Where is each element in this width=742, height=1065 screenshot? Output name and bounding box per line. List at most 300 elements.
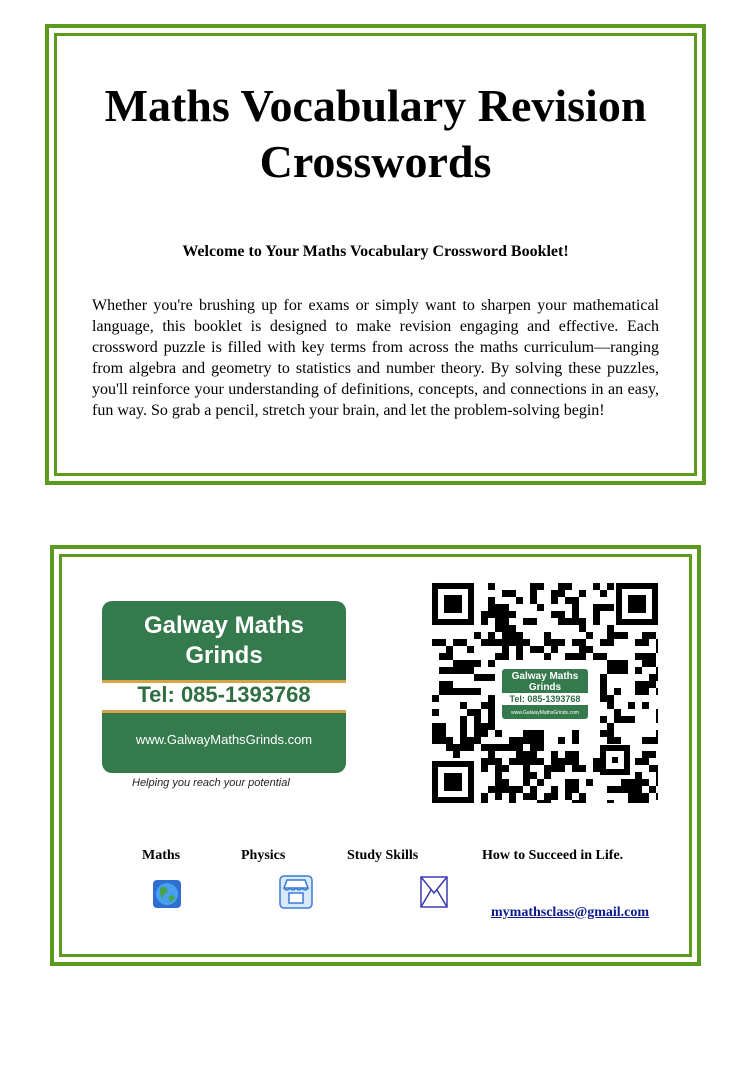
qr-module (516, 597, 523, 604)
qr-module (558, 611, 565, 618)
qr-module (642, 702, 649, 709)
qr-module (488, 786, 495, 793)
globe-icon[interactable] (152, 879, 182, 909)
qr-logo-name-2: Grinds (528, 682, 562, 693)
qr-module (516, 646, 523, 653)
qr-module (544, 800, 551, 803)
qr-module (621, 632, 628, 639)
qr-module (453, 660, 460, 667)
qr-logo-website: www.GalwayMathsGrinds.com (511, 710, 579, 716)
qr-logo-name-1: Galway Maths (511, 671, 579, 682)
qr-module (621, 660, 628, 667)
qr-module (509, 758, 516, 765)
qr-module (565, 751, 572, 758)
qr-module (628, 716, 635, 723)
qr-module (572, 604, 579, 611)
qr-module (551, 611, 558, 618)
qr-module (607, 800, 614, 803)
qr-module (467, 667, 474, 674)
qr-module (502, 786, 509, 793)
qr-module (467, 744, 474, 751)
qr-module (446, 653, 453, 660)
qr-module (572, 618, 579, 625)
qr-module (446, 667, 453, 674)
qr-module (453, 688, 460, 695)
qr-module (614, 667, 621, 674)
qr-module (439, 688, 446, 695)
qr-module (495, 758, 502, 765)
qr-module (488, 723, 495, 730)
qr-module (628, 779, 635, 786)
qr-module (432, 709, 439, 716)
qr-module (481, 723, 488, 730)
qr-module (509, 590, 516, 597)
qr-module (558, 737, 565, 744)
qr-module (495, 779, 502, 786)
qr-module (558, 765, 565, 772)
qr-module (509, 744, 516, 751)
qr-module (572, 611, 579, 618)
qr-module (495, 639, 502, 646)
qr-module (565, 618, 572, 625)
qr-module (642, 751, 649, 758)
qr-module (565, 786, 572, 793)
qr-module (502, 625, 509, 632)
qr-module (495, 786, 502, 793)
qr-module (439, 667, 446, 674)
qr-module (579, 625, 586, 632)
qr-module (488, 583, 495, 590)
envelope-icon[interactable] (419, 875, 449, 909)
qr-module (453, 744, 460, 751)
qr-module (558, 758, 565, 765)
qr-module (614, 709, 621, 716)
qr-module (607, 702, 614, 709)
qr-module (642, 639, 649, 646)
qr-module (656, 737, 658, 744)
qr-module (509, 639, 516, 646)
qr-module (432, 723, 439, 730)
qr-module (530, 751, 537, 758)
qr-module (495, 730, 502, 737)
qr-module (453, 639, 460, 646)
qr-module (446, 737, 453, 744)
qr-module (460, 667, 467, 674)
qr-module (537, 744, 544, 751)
qr-module (558, 639, 565, 646)
qr-module (656, 716, 658, 723)
qr-module (656, 793, 658, 800)
qr-module (432, 639, 439, 646)
qr-module (656, 646, 658, 653)
qr-module (523, 772, 530, 779)
qr-module (544, 639, 551, 646)
qr-module (502, 744, 509, 751)
qr-module (600, 681, 607, 688)
qr-module (551, 758, 558, 765)
qr-module (565, 653, 572, 660)
logo-phone: Tel: 085-1393768 (137, 682, 311, 707)
qr-module (495, 653, 502, 660)
qr-module (656, 772, 658, 779)
qr-module (439, 639, 446, 646)
qr-module (607, 660, 614, 667)
qr-module (530, 646, 537, 653)
qr-module (649, 632, 656, 639)
qr-module (453, 751, 460, 758)
qr-module (579, 765, 586, 772)
qr-module (572, 597, 579, 604)
qr-module (551, 765, 558, 772)
qr-module (600, 695, 607, 702)
qr-module (586, 632, 593, 639)
qr-module (614, 737, 621, 744)
qr-module (439, 737, 446, 744)
qr-module (488, 758, 495, 765)
qr-module (565, 779, 572, 786)
qr-module (642, 653, 649, 660)
qr-module (502, 765, 509, 772)
qr-module (628, 793, 635, 800)
qr-module (509, 632, 516, 639)
qr-module (607, 786, 614, 793)
qr-module (502, 646, 509, 653)
qr-module (642, 632, 649, 639)
qr-module (642, 737, 649, 744)
qr-module (642, 800, 649, 803)
qr-module (509, 793, 516, 800)
qr-module (642, 681, 649, 688)
qr-module (600, 639, 607, 646)
qr-module (565, 597, 572, 604)
qr-module (495, 744, 502, 751)
qr-module (593, 604, 600, 611)
qr-module (544, 765, 551, 772)
qr-module (649, 681, 656, 688)
qr-module (656, 779, 658, 786)
qr-module (488, 702, 495, 709)
qr-module (607, 625, 614, 632)
qr-module (516, 786, 523, 793)
qr-module (439, 723, 446, 730)
qr-module (656, 639, 658, 646)
qr-module (530, 737, 537, 744)
intro-frame-inner (54, 33, 697, 476)
qr-module (481, 639, 488, 646)
qr-module (635, 653, 642, 660)
qr-module (516, 653, 523, 660)
qr-module (495, 625, 502, 632)
qr-module (495, 793, 502, 800)
link-maths[interactable]: Maths (142, 848, 181, 863)
qr-module (523, 737, 530, 744)
qr-module (551, 597, 558, 604)
qr-module (523, 618, 530, 625)
link-how-to-succeed[interactable]: How to Succeed in Life. (482, 848, 624, 863)
qr-module (537, 800, 544, 803)
qr-module (656, 674, 658, 681)
qr-module (572, 751, 579, 758)
qr-module (614, 716, 621, 723)
qr-module (509, 625, 516, 632)
qr-module (537, 779, 544, 786)
qr-module (635, 758, 642, 765)
qr-module (600, 688, 607, 695)
qr-module (656, 688, 658, 695)
qr-module (635, 779, 642, 786)
qr-module (614, 632, 621, 639)
qr-module (481, 793, 488, 800)
qr-module (509, 800, 516, 803)
qr-module (474, 688, 481, 695)
contact-frame (50, 545, 701, 966)
qr-module (551, 751, 558, 758)
qr-module (523, 758, 530, 765)
qr-module (523, 779, 530, 786)
qr-module (635, 688, 642, 695)
qr-module (551, 793, 558, 800)
company-logo (102, 601, 346, 773)
qr-module (530, 793, 537, 800)
qr-module (495, 611, 502, 618)
welcome-heading: Welcome to Your Maths Vocabulary Crossword Booklet! (182, 243, 569, 260)
qr-module (446, 681, 453, 688)
qr-module (600, 590, 607, 597)
qr-module (656, 667, 658, 674)
qr-module (432, 737, 439, 744)
qr-module (593, 583, 600, 590)
qr-module (656, 765, 658, 772)
qr-module (488, 611, 495, 618)
qr-module (474, 660, 481, 667)
qr-module (509, 786, 516, 793)
qr-module (460, 688, 467, 695)
logo-tagline: Helping you reach your potential (132, 777, 290, 789)
qr-module (544, 653, 551, 660)
qr-module (551, 786, 558, 793)
qr-module (530, 744, 537, 751)
qr-module (642, 793, 649, 800)
qr-module (474, 737, 481, 744)
qr-module (495, 772, 502, 779)
link-study-skills[interactable]: Study Skills (347, 848, 419, 863)
qr-module (600, 674, 607, 681)
qr-module (460, 737, 467, 744)
qr-module (600, 730, 607, 737)
qr-module (516, 758, 523, 765)
qr-module (467, 646, 474, 653)
qr-module (649, 653, 656, 660)
qr-module (495, 765, 502, 772)
qr-module (593, 765, 600, 772)
qr-module (460, 660, 467, 667)
qr-module (474, 709, 481, 716)
qr-module (635, 772, 642, 779)
qr-module (460, 730, 467, 737)
link-physics[interactable]: Physics (241, 848, 286, 863)
qr-module (607, 737, 614, 744)
qr-module (635, 639, 642, 646)
qr-module (551, 590, 558, 597)
qr-module (656, 709, 658, 716)
qr-module (593, 758, 600, 765)
qr-module (656, 730, 658, 737)
qr-module (572, 800, 579, 803)
qr-module (481, 674, 488, 681)
qr-module (579, 639, 586, 646)
qr-logo-phone: Tel: 085-1393768 (509, 694, 581, 704)
qr-module (474, 674, 481, 681)
qr-module (614, 786, 621, 793)
qr-module (649, 660, 656, 667)
qr-module (565, 583, 572, 590)
qr-module (565, 758, 572, 765)
qr-module (467, 688, 474, 695)
qr-module (509, 611, 516, 618)
qr-module (460, 723, 467, 730)
qr-module (488, 674, 495, 681)
qr-code[interactable] (432, 583, 658, 803)
qr-module (579, 590, 586, 597)
qr-module (544, 772, 551, 779)
qr-module (537, 730, 544, 737)
qr-module (537, 737, 544, 744)
qr-module (502, 653, 509, 660)
qr-module (516, 751, 523, 758)
qr-module (544, 632, 551, 639)
qr-module (460, 716, 467, 723)
qr-module (516, 744, 523, 751)
qr-module (481, 611, 488, 618)
qr-module (586, 779, 593, 786)
qr-module (474, 730, 481, 737)
qr-module (607, 667, 614, 674)
qr-module (572, 730, 579, 737)
qr-module (488, 604, 495, 611)
qr-module (432, 695, 439, 702)
qr-module (593, 618, 600, 625)
qr-module (628, 702, 635, 709)
qr-module (523, 793, 530, 800)
qr-module (607, 583, 614, 590)
qr-module (649, 674, 656, 681)
qr-module (621, 667, 628, 674)
qr-module (488, 632, 495, 639)
qr-module (530, 758, 537, 765)
page-title: Maths Vocabulary Revision Crosswords (104, 80, 647, 187)
qr-module (593, 653, 600, 660)
qr-module (579, 793, 586, 800)
qr-module (649, 751, 656, 758)
qr-module (523, 730, 530, 737)
qr-module (446, 688, 453, 695)
qr-module (586, 646, 593, 653)
intro-paragraph: Whether you're brushing up for exams or simply want to sharpen your mathematical language, this booklet is designed to make revision engaging and effective. Each crossword puzzle is filled with key terms from across the maths curriculum—ranging from algebra and geometry to statistics and number theory. By solving these puzzles, you'll reinforce your understanding of definitions, concepts, and connections in an easy, fun way. So grab a pencil, stretch your brain, and let the problem-solving begin! (92, 297, 659, 419)
qr-module (509, 737, 516, 744)
qr-module (621, 716, 628, 723)
qr-module (635, 667, 642, 674)
qr-module (579, 800, 586, 803)
qr-module (439, 681, 446, 688)
qr-module (628, 800, 635, 803)
qr-module (453, 667, 460, 674)
qr-module (635, 793, 642, 800)
qr-module (488, 751, 495, 758)
qr-module (565, 793, 572, 800)
qr-module (572, 758, 579, 765)
logo-name: Galway Maths Grinds (143, 612, 305, 669)
qr-module (481, 758, 488, 765)
qr-module (579, 653, 586, 660)
qr-module (607, 632, 614, 639)
qr-module (439, 653, 446, 660)
qr-module (495, 618, 502, 625)
qr-module (460, 639, 467, 646)
qr-module (621, 779, 628, 786)
intro-frame (45, 24, 706, 485)
qr-module (607, 723, 614, 730)
logo-website: www.GalwayMathsGrinds.com (135, 732, 313, 747)
qr-module (530, 618, 537, 625)
qr-module (558, 590, 565, 597)
qr-module (614, 660, 621, 667)
shop-icon[interactable] (278, 874, 314, 910)
qr-module (488, 639, 495, 646)
qr-module (600, 716, 607, 723)
qr-module (481, 618, 488, 625)
qr-module (572, 737, 579, 744)
qr-module (607, 695, 614, 702)
qr-module (502, 590, 509, 597)
qr-module (642, 758, 649, 765)
qr-module (537, 646, 544, 653)
qr-module (649, 786, 656, 793)
qr-module (481, 730, 488, 737)
qr-module (537, 583, 544, 590)
qr-module (467, 709, 474, 716)
qr-module (600, 653, 607, 660)
qr-module (607, 639, 614, 646)
qr-module (635, 681, 642, 688)
qr-module (572, 779, 579, 786)
qr-module (488, 660, 495, 667)
email-link[interactable]: mymathsclass@gmail.com (491, 905, 650, 920)
qr-module (488, 709, 495, 716)
qr-module (544, 793, 551, 800)
qr-module (523, 639, 530, 646)
qr-module (516, 639, 523, 646)
qr-module (523, 751, 530, 758)
qr-module (530, 583, 537, 590)
qr-module (481, 702, 488, 709)
qr-module (488, 597, 495, 604)
qr-module (579, 646, 586, 653)
qr-module (502, 779, 509, 786)
qr-module (481, 744, 488, 751)
qr-module (530, 786, 537, 793)
qr-module (446, 646, 453, 653)
qr-module (474, 716, 481, 723)
qr-module (530, 772, 537, 779)
qr-module (572, 639, 579, 646)
qr-module (474, 723, 481, 730)
qr-module (530, 590, 537, 597)
qr-module (488, 744, 495, 751)
qr-module (593, 611, 600, 618)
qr-module (502, 632, 509, 639)
qr-module (607, 730, 614, 737)
qr-module (460, 744, 467, 751)
